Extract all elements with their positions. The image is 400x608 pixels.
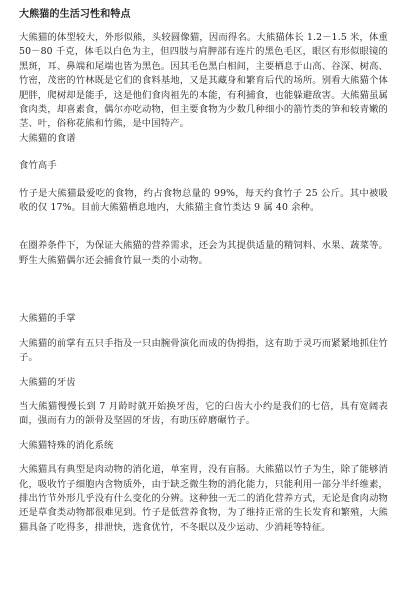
- spacer: [19, 327, 388, 337]
- spacer: [19, 268, 388, 312]
- bamboo-paragraph: 竹子是大熊猫最爱吃的食物，约占食物总量的 99%，每天约食竹子 25 公斤。其中被吸收的仅 17%。目前大熊猫栖息地内，大熊猫主食竹类达 9 属 40 余种。: [19, 187, 388, 214]
- section-heading-diet: 大熊猫的食谱: [19, 132, 76, 144]
- captive-diet-paragraph: 在圈养条件下，为保证大熊猫的营养需求，还会为其提供适量的精饲料、水果、蔬菜等。野生大熊猫偶尔还会捕食竹鼠一类的小动物。: [19, 240, 388, 266]
- section-heading-paw: 大熊猫的手掌: [19, 313, 76, 325]
- teeth-paragraph: 当大熊猫慢慢长到 7 月龄时就开始换牙齿，它的臼齿大小约是我们的七倍，具有宽阔表面，强而有力的颌骨及坚固的牙齿，有助压碎磨碾竹子。: [19, 400, 388, 427]
- spacer: [19, 453, 388, 463]
- section-heading-teeth: 大熊猫的牙齿: [19, 376, 76, 388]
- spacer: [19, 146, 388, 159]
- paw-paragraph: 大熊猫的前掌有五只手指及一只由腕骨演化而成的伪拇指，这有助于灵巧而紧紧地抓住竹子。: [19, 337, 388, 364]
- spacer: [19, 429, 388, 439]
- document-title: 大熊猫的生活习性和特点: [19, 9, 131, 20]
- digestion-paragraph: 大熊猫具有典型是肉动物的消化道，单室胃，没有盲肠。大熊猫以竹子为生，除了能够消化，吸收竹子细胞内含物质外，由于缺乏微生物的消化能力，只能利用一部分半纤维素，排出竹节外形几乎没有什么变化的分辨。这种独一无二的消化营养方式，无论是食肉动物还是草食类动物都很难见到。竹子是低营养食物，为了维持正常的生长发育和繁殖，大熊猫具备了吃得多，排泄快，选食优竹，不冬眠以及少运动、少消耗等特征。: [19, 464, 388, 533]
- spacer: [19, 174, 388, 187]
- spacer: [19, 22, 388, 31]
- intro-paragraph: 大熊猫的体型较大，外形似熊，头较圆像猫，因而得名。大熊猫体长 1.2－1.5 米，体重 50－80 千克，体毛以白色为主，但四肢与肩胛部有连片的黑色毛区，眼区有形似眼镜的黑斑，耳、鼻端和尾端也皆为黑色。因其毛色黑白相间，主要栖息于山高、谷深、树高、竹密，茂密的竹林既是它们的食料基地，又是其藏身和繁育后代的场所。别看大熊猫个体肥胖，爬树却是能手，这是他们食肉祖先的本能，有利捕食，也能躲避敌害。大熊猫虽属食肉类，却喜素食，偶尔亦吃动物，但主要食物为少数几种细小的箭竹类的笋和较青嫩的茎、叶，俗称花熊和竹熊，是中国特产。: [19, 32, 388, 130]
- section-heading-bamboo: 食竹高手: [19, 160, 57, 172]
- spacer: [19, 215, 388, 239]
- spacer: [19, 390, 388, 400]
- section-heading-digestion: 大熊猫特殊的消化系统: [19, 439, 114, 451]
- spacer: [19, 366, 388, 376]
